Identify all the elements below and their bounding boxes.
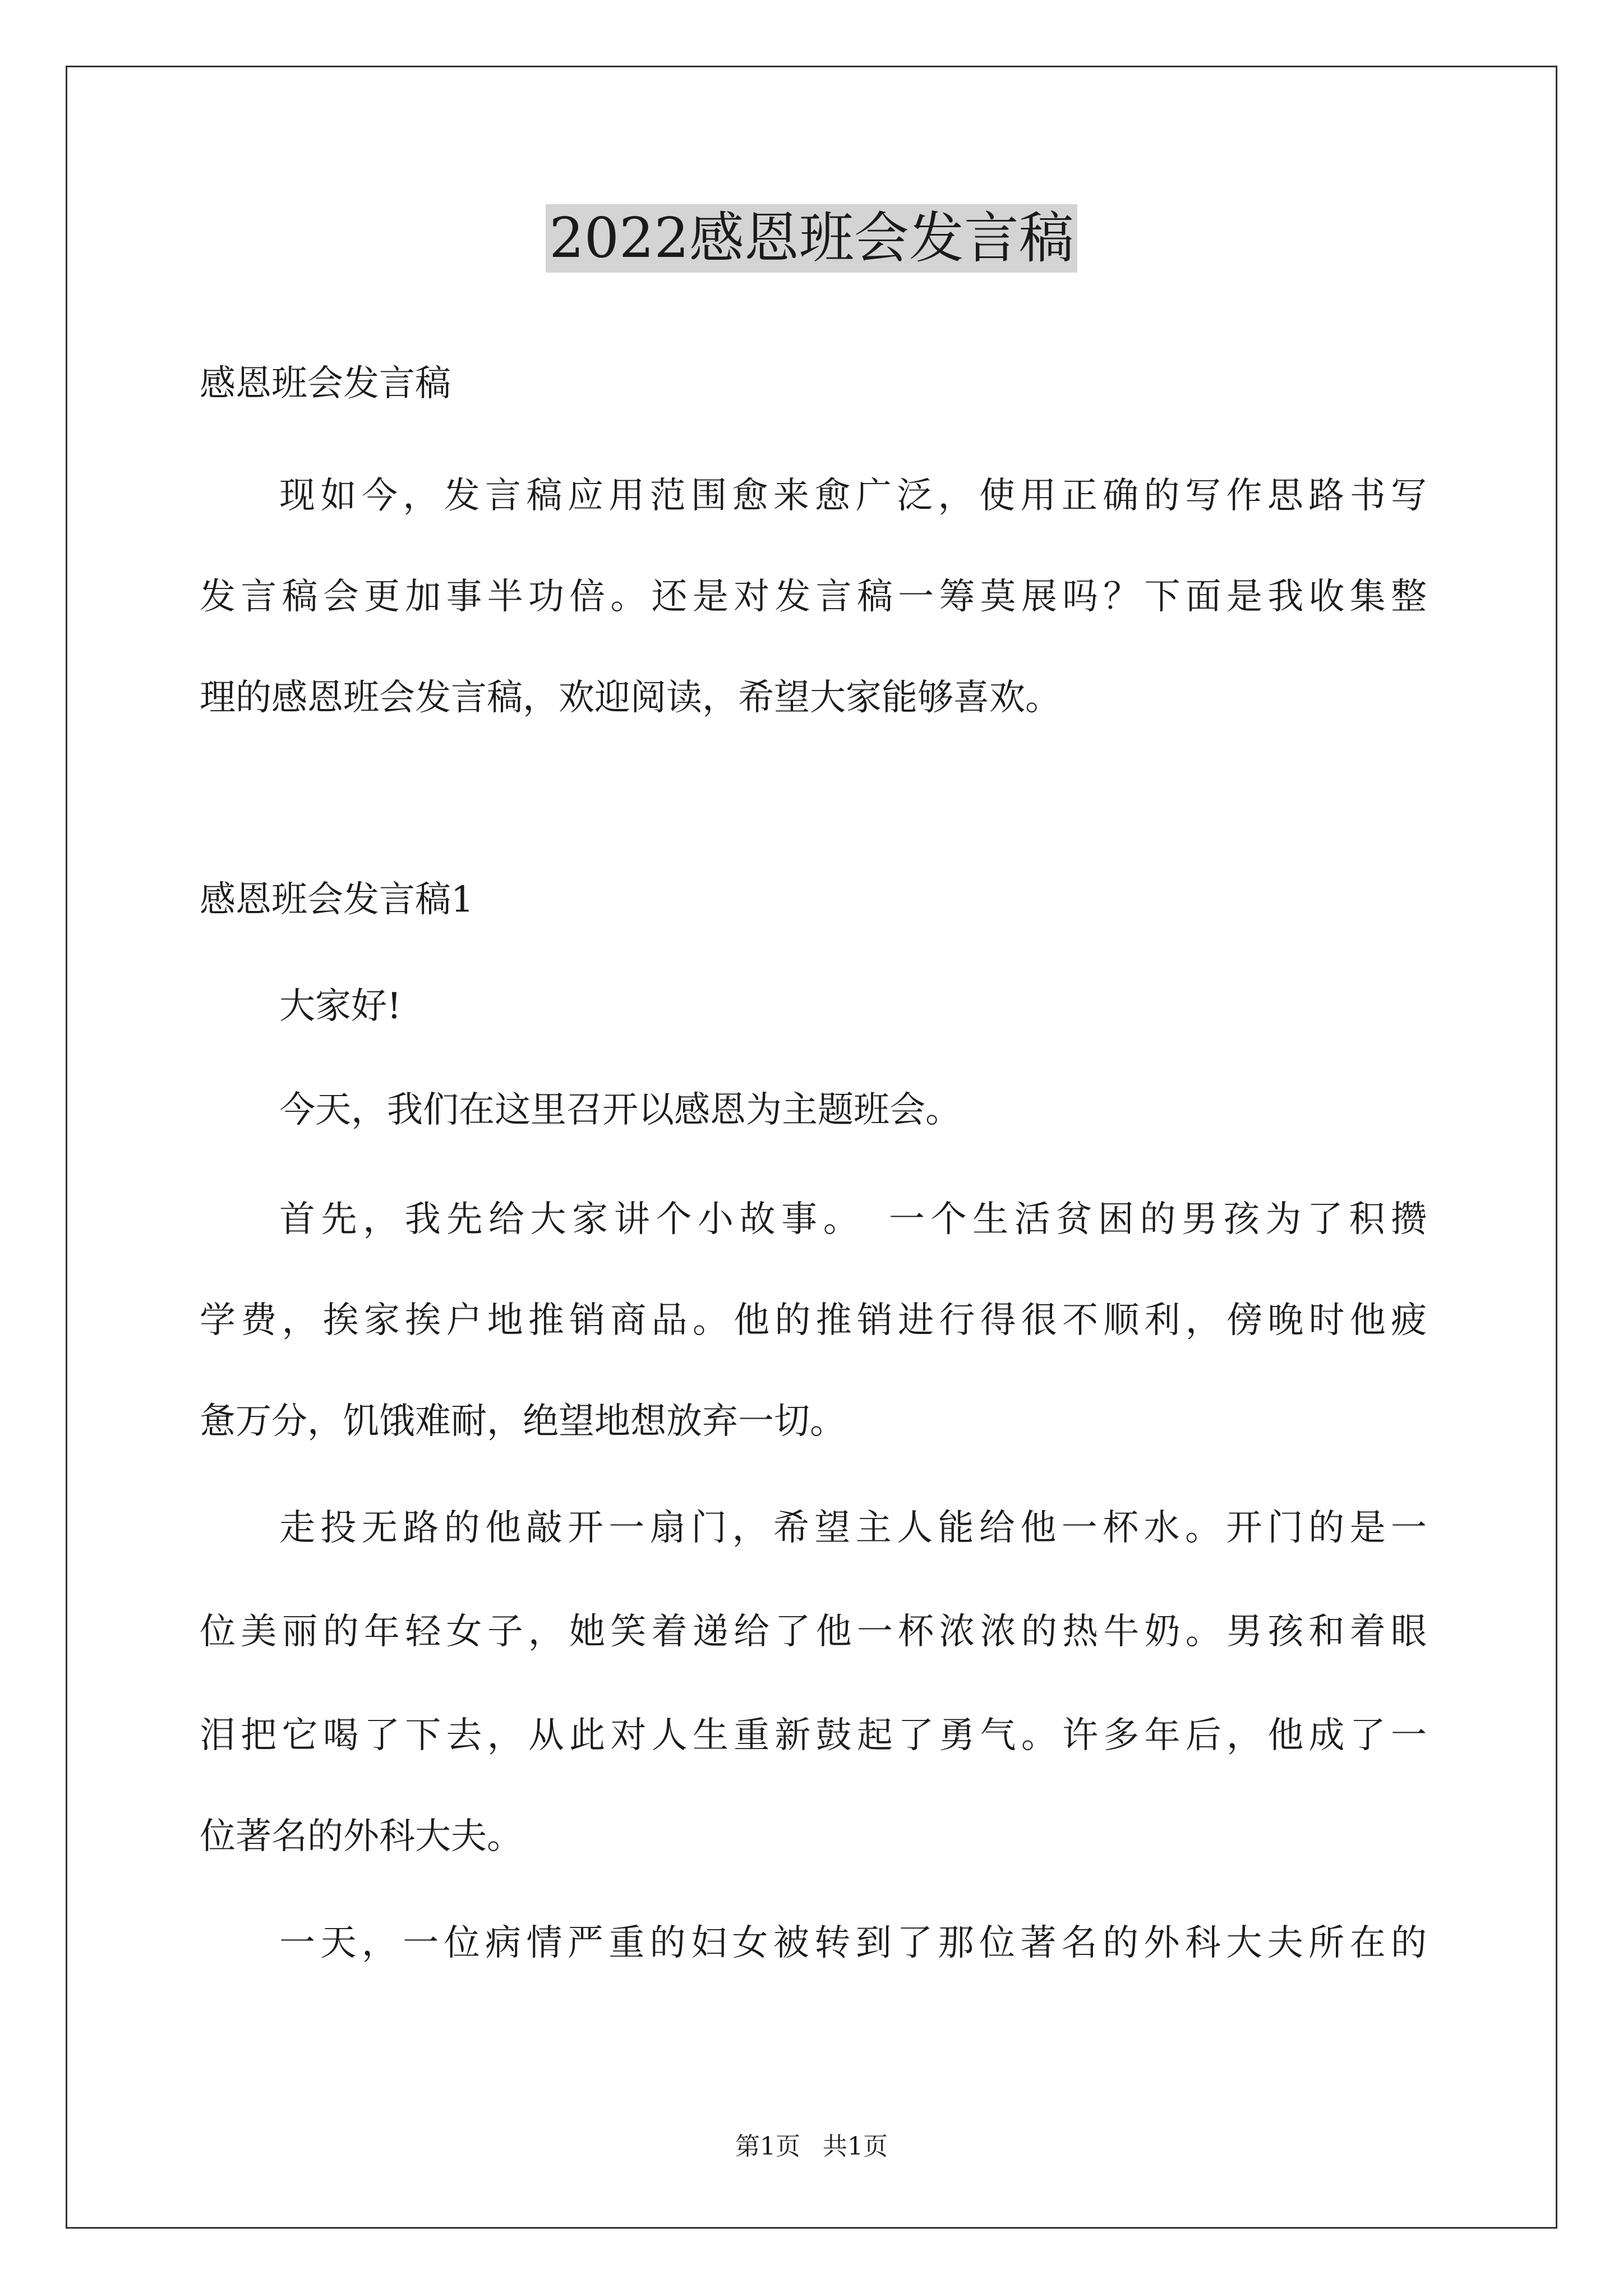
- document-title-text: 2022感恩班会发言稿: [546, 204, 1077, 273]
- para3-line-2: 位美丽的年轻女子，她笑着递给了他一杯浓浓的热牛奶。男孩和着眼: [200, 1611, 1427, 1653]
- page-number-current: 第1页: [735, 2132, 800, 2161]
- para3-line-4: 位著名的外科大夫。: [200, 1816, 523, 1857]
- para3-line-3: 泪把它喝了下去，从此对人生重新鼓起了勇气。许多年后，他成了一: [200, 1715, 1427, 1756]
- para2-line-2: 学费，挨家挨户地推销商品。他的推销进行得很不顺利，傍晚时他疲: [200, 1300, 1427, 1341]
- para4-line-1: 一天，一位病情严重的妇女被转到了那位著名的外科大夫所在的: [279, 1922, 1427, 1964]
- intro-line-3: 理的感恩班会发言稿，欢迎阅读，希望大家能够喜欢。: [200, 677, 1061, 719]
- document-title: [0, 202, 1623, 275]
- intro-line-2: 发言稿会更加事半功倍。还是对发言稿一筹莫展吗？下面是我收集整: [200, 576, 1427, 618]
- subtitle: 感恩班会发言稿: [200, 363, 451, 404]
- page-footer: [0, 2130, 1623, 2164]
- intro-line-1: 现如今，发言稿应用范围愈来愈广泛，使用正确的写作思路书写: [279, 475, 1427, 517]
- page-number-total: 共1页: [823, 2132, 888, 2161]
- para1-line-1: 今天，我们在这里召开以感恩为主题班会。: [279, 1089, 961, 1131]
- section-heading: 感恩班会发言稿1: [200, 879, 474, 921]
- para3-line-1: 走投无路的他敲开一扇门，希望主人能给他一杯水。开门的是一: [279, 1507, 1427, 1549]
- para2-line-1: 首先，我先给大家讲个小故事。 一个生活贫困的男孩为了积攒: [279, 1199, 1427, 1240]
- greeting: 大家好!: [279, 986, 402, 1027]
- para2-line-3: 惫万分，饥饿难耐，绝望地想放弃一切。: [200, 1401, 846, 1442]
